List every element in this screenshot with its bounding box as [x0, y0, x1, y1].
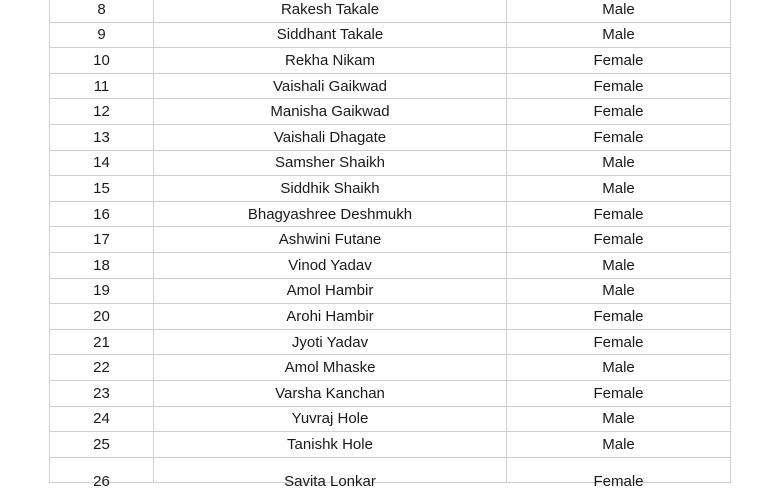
- row-number-cell: 15: [50, 176, 154, 202]
- name-cell: Vinod Yadav: [154, 252, 507, 278]
- table-row: [50, 227, 731, 253]
- name-cell: Tanishk Hole: [154, 432, 507, 458]
- name-cell: Amol Mhaske: [154, 355, 507, 381]
- roster-table-body: [50, 0, 731, 490]
- gender-cell: Male: [507, 406, 731, 432]
- gender-cell: Female: [507, 48, 731, 74]
- row-number-cell: 16: [50, 201, 154, 227]
- table-row: [50, 176, 731, 202]
- table-row: [50, 22, 731, 48]
- name-cell: Samsher Shaikh: [154, 150, 507, 176]
- name-cell: Amol Hambir: [154, 278, 507, 304]
- name-cell: Jyoti Yadav: [154, 329, 507, 355]
- name-cell: Yuvraj Hole: [154, 406, 507, 432]
- row-number-cell: 12: [50, 99, 154, 125]
- name-cell: Arohi Hambir: [154, 304, 507, 330]
- table-row: [50, 355, 731, 381]
- gender-cell: Female: [507, 99, 731, 125]
- row-number-text: 26: [93, 472, 110, 490]
- gender-cell: Female: [507, 124, 731, 150]
- gender-cell: Male: [507, 252, 731, 278]
- name-cell: Bhagyashree Deshmukh: [154, 201, 507, 227]
- name-cell: [154, 457, 507, 490]
- row-number-cell: 24: [50, 406, 154, 432]
- table-row: [50, 380, 731, 406]
- table-row: [50, 48, 731, 74]
- table-row: [50, 252, 731, 278]
- row-number-cell: 22: [50, 355, 154, 381]
- row-number-cell: 10: [50, 48, 154, 74]
- gender-cell: Male: [507, 0, 731, 22]
- gender-cell: [507, 457, 731, 490]
- table-row: [50, 304, 731, 330]
- gender-cell: Female: [507, 380, 731, 406]
- name-cell: Rakesh Takale: [154, 0, 507, 22]
- gender-cell: Female: [507, 227, 731, 253]
- row-number-cell: 19: [50, 278, 154, 304]
- gender-cell: Male: [507, 150, 731, 176]
- gender-cell: Female: [507, 304, 731, 330]
- name-cell: Varsha Kanchan: [154, 380, 507, 406]
- table-row: [50, 432, 731, 458]
- name-cell: Ashwini Futane: [154, 227, 507, 253]
- table-row-partial: [50, 457, 731, 483]
- row-number-cell: 8: [50, 0, 154, 22]
- gender-text: Female: [593, 472, 644, 490]
- table-row: [50, 0, 731, 22]
- row-number-cell: [50, 457, 154, 490]
- row-number-cell: 25: [50, 432, 154, 458]
- row-number-cell: 20: [50, 304, 154, 330]
- gender-cell: Male: [507, 176, 731, 202]
- gender-cell: Female: [507, 201, 731, 227]
- row-number-cell: 13: [50, 124, 154, 150]
- name-cell: Rekha Nikam: [154, 48, 507, 74]
- row-number-cell: 21: [50, 329, 154, 355]
- gender-cell: Female: [507, 73, 731, 99]
- name-cell: Vaishali Dhagate: [154, 124, 507, 150]
- gender-cell: Male: [507, 355, 731, 381]
- table-row: [50, 150, 731, 176]
- name-cell: Siddhant Takale: [154, 22, 507, 48]
- row-number-cell: 18: [50, 252, 154, 278]
- table-row: [50, 406, 731, 432]
- gender-cell: Male: [507, 278, 731, 304]
- table-row: [50, 278, 731, 304]
- table-row: [50, 124, 731, 150]
- row-number-cell: 9: [50, 22, 154, 48]
- row-number-cell: 17: [50, 227, 154, 253]
- name-cell: Manisha Gaikwad: [154, 99, 507, 125]
- table-row: [50, 73, 731, 99]
- gender-cell: Male: [507, 22, 731, 48]
- gender-cell: Female: [507, 329, 731, 355]
- name-cell: Siddhik Shaikh: [154, 176, 507, 202]
- row-number-cell: 11: [50, 73, 154, 99]
- table-row: [50, 99, 731, 125]
- name-text: Savita Lonkar: [284, 472, 376, 490]
- roster-table: [49, 0, 731, 490]
- name-cell: Vaishali Gaikwad: [154, 73, 507, 99]
- table-row: [50, 201, 731, 227]
- table-row: [50, 329, 731, 355]
- row-number-cell: 23: [50, 380, 154, 406]
- gender-cell: Male: [507, 432, 731, 458]
- row-number-cell: 14: [50, 150, 154, 176]
